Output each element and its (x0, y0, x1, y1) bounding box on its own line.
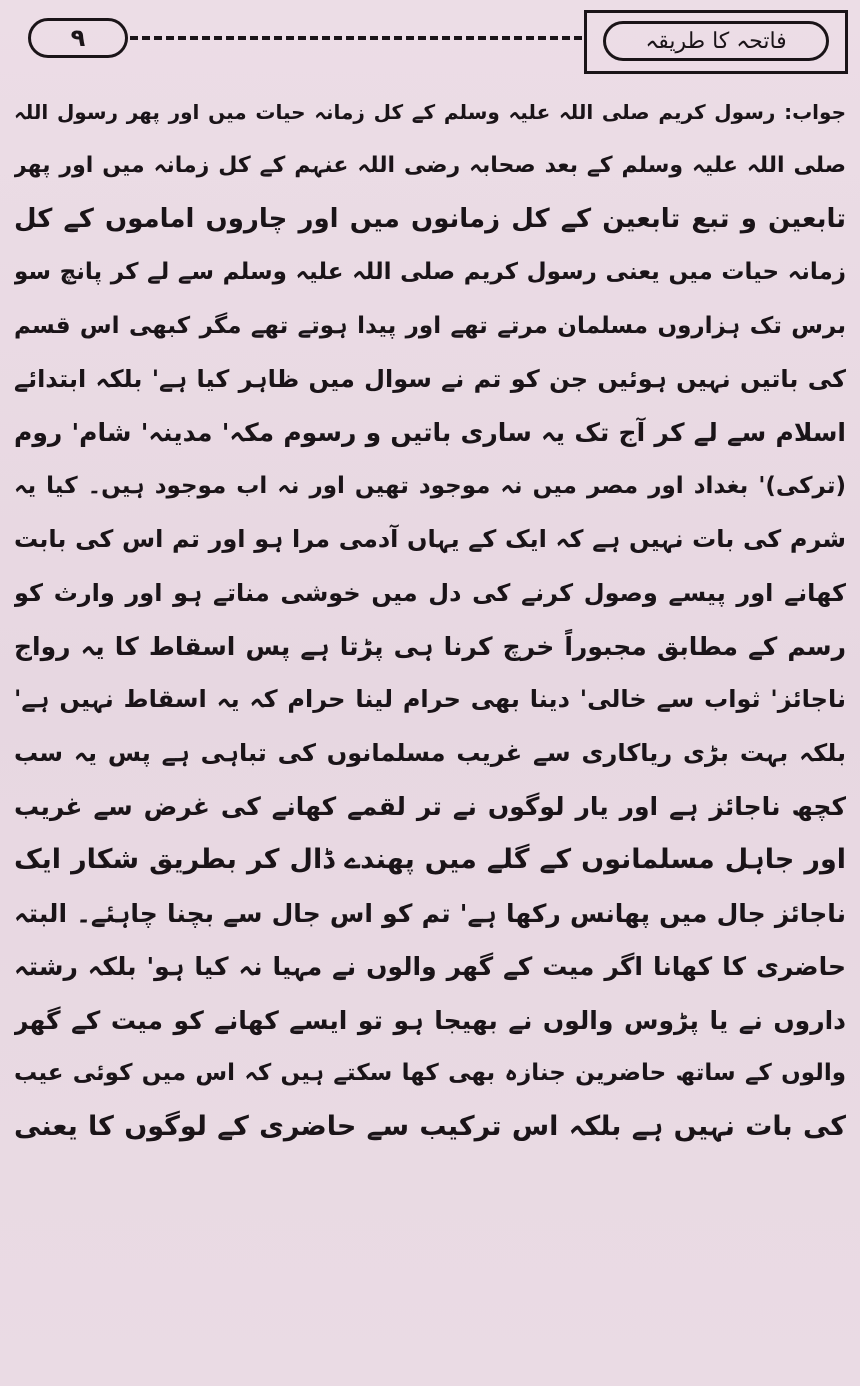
text-line: والوں کے ساتھ حاضرین جنازہ بھی کھا سکتے ہیں کہ اس میں کوئی عیب (14, 1060, 846, 1087)
text-line: صلی اللہ علیہ وسلم کے بعد صحابہ رضی اللہ عنہم کے کل زمانہ میں اور پھر (14, 153, 846, 179)
text-line: اور جاہل مسلمانوں کے گلے میں پھندے ڈال کر بطریق شکار ایک (14, 844, 846, 876)
text-line: کی باتیں نہیں ہوئیں جن کو تم نے سوال میں ظاہر کیا ہے' بلکہ ابتدائے (14, 364, 846, 393)
text-line: حاضری کا کھانا اگر میت کے گھر والوں نے مہیا نہ کیا ہو' بلکہ رشتہ (14, 952, 846, 982)
text-line: زمانہ حیات میں یعنی رسول کریم صلی اللہ علیہ وسلم سے لے کر پانچ سو (14, 259, 846, 286)
text-line: بلکہ بہت بڑی ریاکاری سے غریب مسلمانوں کی تباہی ہے پس یہ سب (14, 738, 846, 767)
text-line: ناجائز' ثواب سے خالی' دینا بھی حرام لینا حرام کہ یہ اسقاط نہیں ہے' (14, 685, 846, 714)
text-line: (ترکی)' بغداد اور مصر میں نہ موجود تھیں اور نہ اب موجود ہیں۔ کیا یہ (14, 472, 846, 499)
page-number: ۹ (70, 24, 86, 52)
text-line: کچھ ناجائز ہے اور یار لوگوں نے تر لقمے کھانے کی غرض سے غریب (14, 792, 846, 822)
text-line: کی بات نہیں ہے بلکہ اس ترکیب سے حاضری کے لوگوں کا یعنی (14, 1111, 846, 1143)
chapter-title-box (584, 10, 848, 74)
text-line: برس تک ہزاروں مسلمان مرتے تھے اور پیدا ہوتے تھے مگر کبھی اس قسم (14, 312, 846, 339)
text-line: شرم کی بات نہیں ہے کہ ایک کے یہاں آدمی مرا ہو اور تم اس کی بابت (14, 525, 846, 554)
text-line: ناجائز جال میں پھانس رکھا ہے' تم کو اس جال سے بچنا چاہئے۔ البتہ (14, 898, 846, 928)
page-header (18, 10, 848, 76)
body-text (14, 86, 846, 1154)
text-line: رسم کے مطابق مجبوراً خرچ کرنا ہی پڑتا ہے پس اسقاط کا یہ رواج (14, 631, 846, 661)
text-line: اسلام سے لے کر آج تک یہ ساری باتیں و رسوم مکہ' مدینہ' شام' روم (14, 418, 846, 448)
header-dashed-divider (130, 36, 582, 40)
text-line: داروں نے یا پڑوس والوں نے بھیجا ہو تو ایسے کھانے کو میت کے گھر (14, 1005, 846, 1035)
page-number-badge (28, 18, 128, 58)
text-line: کھانے اور پیسے وصول کرنے کی دل میں خوشی مناتے ہو اور وارث کو (14, 578, 846, 607)
chapter-title-pill (603, 21, 829, 61)
text-line: تابعین و تبع تابعین کے کل زمانوں میں اور چاروں اماموں کے کل (14, 203, 846, 234)
text-line: جواب: رسول کریم صلی اللہ علیہ وسلم کے کل زمانہ حیات میں اور پھر رسول اللہ (14, 100, 846, 124)
chapter-title: فاتحہ کا طریقہ (645, 28, 787, 54)
